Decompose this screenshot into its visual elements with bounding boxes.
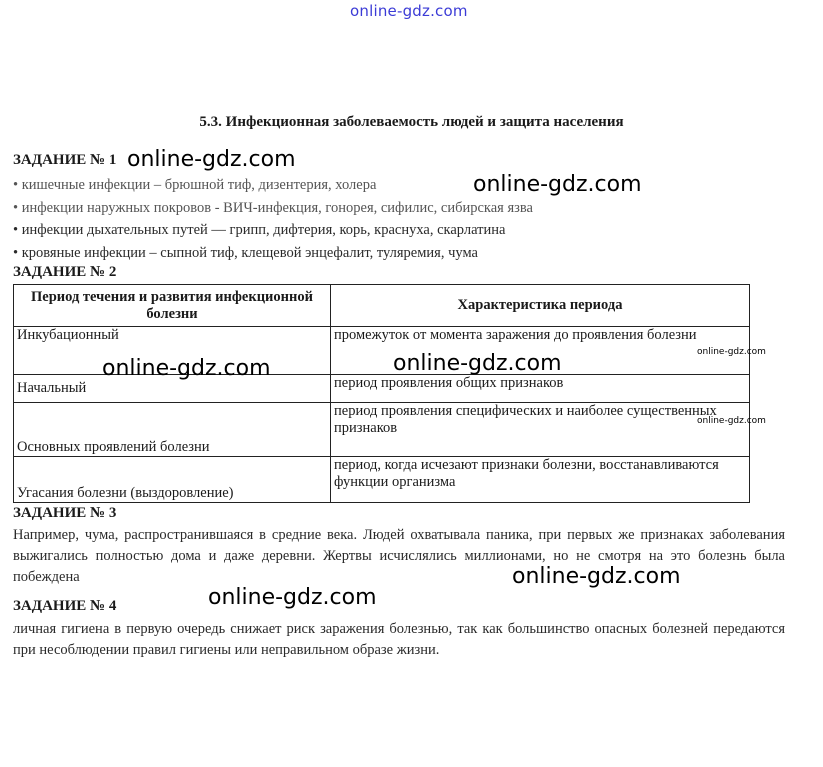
period-cell: Угасания болезни (выздоровление) [14, 457, 331, 503]
watermark-small: online-gdz.com [697, 416, 766, 426]
table-row [14, 457, 750, 503]
watermark: online-gdz.com [102, 356, 271, 381]
desc-cell: период проявления общих признаков [331, 375, 750, 403]
task1-item: • инфекции дыхательных путей — грипп, дифтерия, корь, краснуха, скарлатина [13, 222, 506, 238]
task3-heading: ЗАДАНИЕ № 3 [13, 505, 117, 521]
watermark: online-gdz.com [512, 564, 681, 589]
task1-heading: ЗАДАНИЕ № 1 [13, 152, 117, 168]
period-cell: Инкубационный [14, 327, 331, 375]
watermark: online-gdz.com [473, 172, 642, 197]
desc-cell: период проявления специфических и наиболее существенных признаков [331, 403, 750, 457]
watermark: online-gdz.com [127, 147, 296, 172]
col1-header: Период течения и развития инфекционной болезни [14, 285, 331, 327]
task4-heading: ЗАДАНИЕ № 4 [13, 598, 117, 614]
table-row [14, 403, 750, 457]
task1-item: • инфекции наружных покровов - ВИЧ-инфекция, гонорея, сифилис, сибирская язва [13, 200, 533, 216]
task1-item: • кровяные инфекции – сыпной тиф, клещевой энцефалит, туляремия, чума [13, 245, 478, 261]
watermark-top[interactable]: online-gdz.com [350, 2, 468, 20]
watermark: online-gdz.com [208, 585, 377, 610]
task4-text: личная гигиена в первую очередь снижает риск заражения болезнью, так как большинство опасных болезней передаются при несоблюдении правил гигиены или неправильном образе жизни. [13, 621, 785, 658]
period-cell: Основных проявлений болезни [14, 403, 331, 457]
periods-table [13, 284, 750, 503]
task2-heading: ЗАДАНИЕ № 2 [13, 264, 117, 280]
watermark: online-gdz.com [393, 351, 562, 376]
desc-cell: период, когда исчезают признаки болезни, восстанавливаются функции организма [331, 457, 750, 503]
watermark-small: online-gdz.com [697, 347, 766, 357]
desc-cell: промежуток от момента заражения до проявления болезни [331, 327, 750, 375]
page-title: 5.3. Инфекционная заболеваемость людей и защита населения [199, 114, 624, 130]
period-cell: Начальный [14, 375, 331, 403]
task1-item: • кишечные инфекции – брюшной тиф, дизентерия, холера [13, 177, 377, 193]
col2-header: Характеристика периода [331, 285, 750, 327]
task3-text: Например, чума, распространившаяся в средние века. Людей охватывала паника, при первых же признаках заболевания выжигались полностью дома и даже деревни. Жертвы исчислялись миллионами, но не смотря на это болезнь была побеждена [13, 527, 785, 585]
